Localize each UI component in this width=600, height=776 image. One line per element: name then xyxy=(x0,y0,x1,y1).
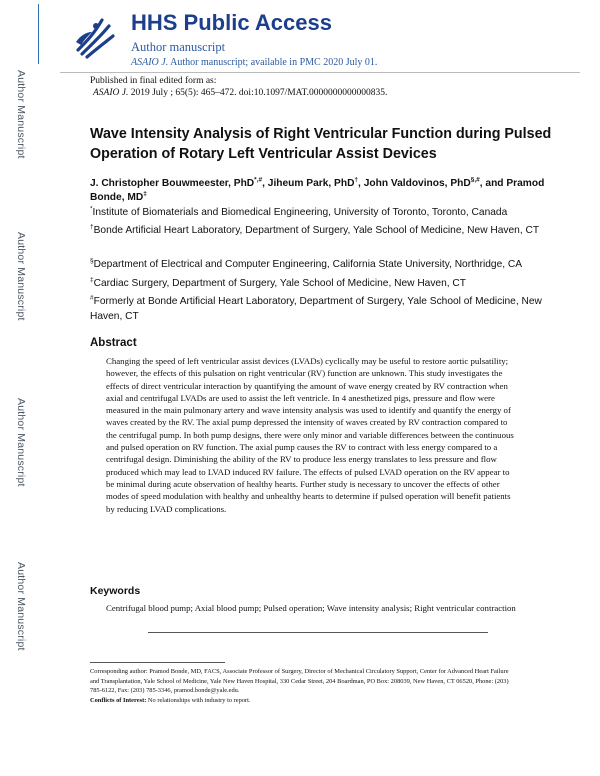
citation-journal: ASAIO J. xyxy=(93,88,129,98)
author-list xyxy=(90,177,570,205)
sidebar-label: Author Manuscript xyxy=(15,70,27,159)
affiliation-mark: # xyxy=(90,294,94,302)
abstract-heading: Abstract xyxy=(90,337,137,349)
corresponding-author-footnote: Corresponding author: Pramod Bonde, MD, FACS, Associate Professor of Surgery, Director of Mechanical Circulatory Support, Center for Advanced Heart Failure and Transplantation, Yale School of Medicine, Yale New Haven Hospital, 330 Cedar Street, 204 Boardman, PO Box: 208039, New Haven, CT 06520, Phone: (203) 785-6122, Fax: (203) 785-3346, pramod.bonde@yale.edu. xyxy=(90,668,509,694)
conflicts-of-interest xyxy=(90,697,251,704)
affiliation-mark: † xyxy=(90,223,94,231)
author-manuscript-sidebar xyxy=(0,0,42,776)
author-separator: , and xyxy=(479,178,507,189)
header-availability xyxy=(131,57,377,68)
header-title: HHS Public Access xyxy=(131,10,332,35)
affiliation xyxy=(90,206,570,221)
header-subtitle: Author manuscript xyxy=(131,40,226,54)
author-name: Jiheum Park, PhD xyxy=(267,178,355,189)
header-divider xyxy=(60,72,580,73)
footnote-divider xyxy=(90,662,225,663)
affiliation-mark: * xyxy=(90,205,93,213)
header-journal-abbrev: ASAIO J. xyxy=(131,57,169,68)
author-separator: , xyxy=(358,178,364,189)
author-affiliation-mark: ‡ xyxy=(143,190,147,198)
keywords-text: Centrifugal blood pump; Axial blood pump; Pulsed operation; Wave intensity analysis; Right ventricular contraction xyxy=(106,603,516,613)
publication-label: Published in final edited form as: xyxy=(90,76,217,86)
affiliation xyxy=(90,258,570,273)
affiliation xyxy=(90,277,570,292)
affiliation-text: Institute of Biomaterials and Biomedical Engineering, University of Toronto, Toronto, Canada xyxy=(92,207,508,218)
sidebar-divider xyxy=(38,4,39,64)
affiliation-mark: § xyxy=(90,257,94,265)
conflicts-text: No relationships with industry to report. xyxy=(146,697,251,704)
header-availability-text: Author manuscript; available in PMC 2020 July 01. xyxy=(168,57,378,68)
author-affiliation-mark: † xyxy=(354,176,359,184)
abstract-text: Changing the speed of left ventricular assist devices (LVADs) cyclically may be useful to restore aortic pulsatility; however, the effects of this pulsation on right ventricular (RV) function are unknown. This study investigates the effects of direct ventricular interaction by quantifying the amount of wave energy created by RV contraction when axial and centrifugal LVADs are used to assist the left ventricle. In 4 anesthetized pigs, pressure and flow were measured in the main pulmonary artery and wave intensity analysis was used to identify and quantify the energy of waves created by the RV. The axial pump depressed the intensity of waves created by RV contraction compared to the centrifugal pump. In both pump designs, there were only minor and variable differences between the continuous and pulsed operation on RV function. The axial pump causes the RV to contract with less energy compared to a centrifugal design. Diminishing the ability of the RV to produce less energy translates to less pressure and flow produced which may lead to LVAD induced RV failure. The effects of pulsed LVAD operation on the RV appear to be minimal during acute observation of healthy hearts. Further study is necessary to uncover the effects of other modes of speed modulation with healthy and unhealthy hearts to determine if pulsed operation will benefit patients by reducing LVAD complications. xyxy=(106,356,514,514)
author-name: J. Christopher Bouwmeester, PhD xyxy=(90,178,255,189)
keywords-heading: Keywords xyxy=(90,585,141,597)
author-affiliation-mark: *,# xyxy=(254,176,263,184)
paper-title: Wave Intensity Analysis of Right Ventricular Function during Pulsed Operation of Rotary Left Ventricular Assist Devices xyxy=(90,126,552,162)
affiliation-text: Cardiac Surgery, Department of Surgery, Yale School of Medicine, New Haven, CT xyxy=(93,278,467,289)
affiliation-text: Bonde Artificial Heart Laboratory, Department of Surgery, Yale School of Medicine, New Haven, CT xyxy=(93,225,540,236)
affiliation xyxy=(90,295,570,324)
affiliation-text: Department of Electrical and Computer Engineering, California State University, Northridge, CA xyxy=(93,259,523,270)
section-divider xyxy=(148,632,488,633)
hhs-eagle-logo-icon xyxy=(72,12,116,60)
author-name: Pramod Bonde, MD xyxy=(90,178,545,203)
sidebar-label: Author Manuscript xyxy=(15,232,27,321)
sidebar-label: Author Manuscript xyxy=(15,398,27,487)
sidebar-label: Author Manuscript xyxy=(15,562,27,651)
author-name: John Valdovinos, PhD xyxy=(363,178,471,189)
author-separator: , xyxy=(262,178,268,189)
publication-citation xyxy=(93,88,387,98)
affiliation xyxy=(90,224,570,239)
author-affiliation-mark: §,# xyxy=(470,176,480,184)
citation-details: 2019 July ; 65(5): 465–472. doi:10.1097/MAT.0000000000000835. xyxy=(128,88,388,98)
affiliation-text: Formerly at Bonde Artificial Heart Laboratory, Department of Surgery, Yale School of Medicine, New Haven, CT xyxy=(90,296,542,322)
affiliation-mark: ‡ xyxy=(90,276,94,284)
conflicts-label: Conflicts of Interest: xyxy=(90,697,147,704)
